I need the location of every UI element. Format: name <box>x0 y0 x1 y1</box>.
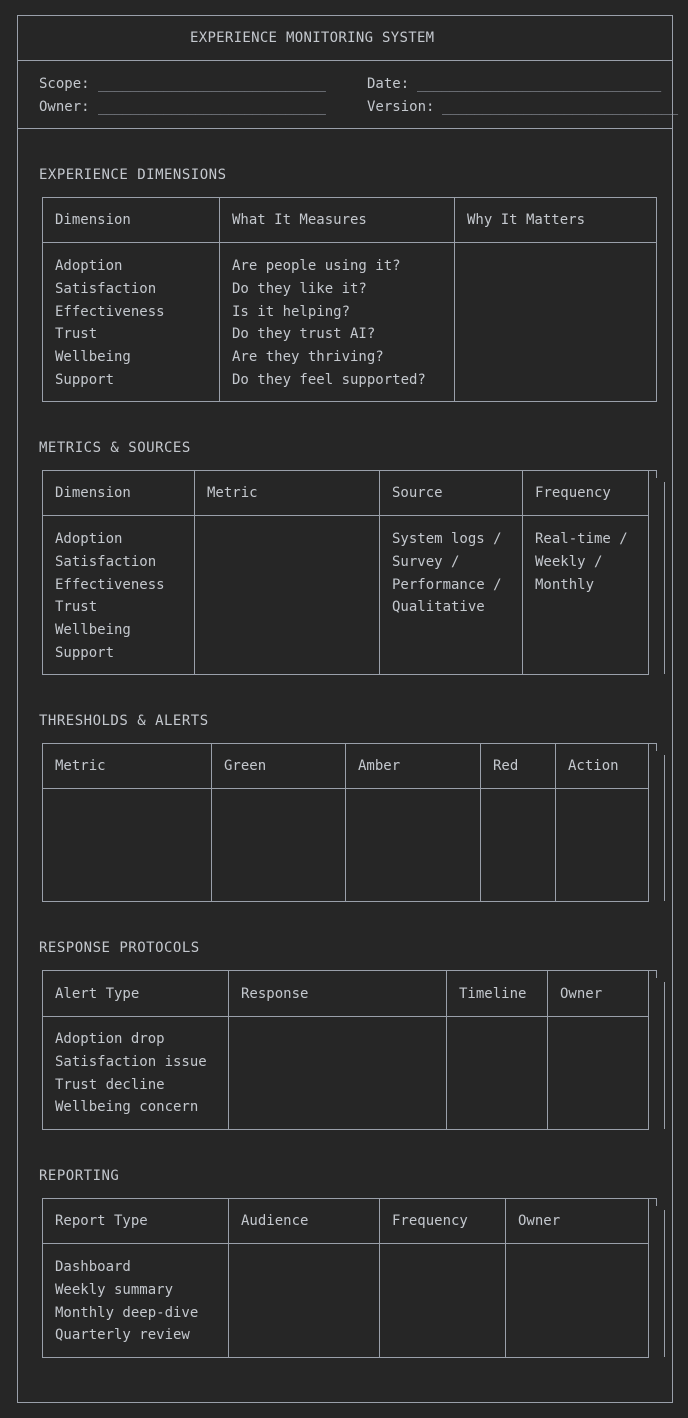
reporting-header-3: Owner <box>518 1213 561 1229</box>
outer-right-border <box>672 15 673 1403</box>
dimensions-table-col-line-1 <box>219 197 220 402</box>
protocols-header-1: Response <box>241 986 309 1002</box>
scope-field[interactable]: ____________________________ <box>98 76 326 92</box>
thresholds-table-outer-tick <box>664 755 665 901</box>
reporting-cell[interactable]: Quarterly review <box>55 1327 190 1344</box>
metrics-table-col-line-0 <box>42 470 43 675</box>
protocols-header-0: Alert Type <box>55 986 140 1002</box>
outer-left-border <box>17 15 18 1403</box>
protocols-table-outer-tick <box>664 982 665 1129</box>
metrics-header-2: Source <box>392 485 443 501</box>
metrics-cell[interactable]: Real-time / <box>535 531 628 547</box>
dimensions-table-col-line-0 <box>42 197 43 402</box>
protocols-table-bottom-border <box>42 1129 649 1130</box>
thresholds-header-1: Green <box>224 758 267 774</box>
protocols-table-top-border <box>42 970 649 971</box>
metrics-cell[interactable]: Effectiveness <box>55 576 165 593</box>
metrics-table-col-line-1 <box>194 470 195 675</box>
reporting-table-col-line-1 <box>228 1198 229 1358</box>
protocols-cell[interactable]: Satisfaction issue <box>55 1053 207 1070</box>
metrics-table-outer-tick <box>664 482 665 674</box>
thresholds-empty-row[interactable] <box>42 850 648 867</box>
reporting-cell[interactable]: Monthly deep-dive <box>55 1304 199 1321</box>
reporting-header-1: Audience <box>241 1213 309 1229</box>
section-title-thresholds: THRESHOLDS & ALERTS <box>39 713 209 729</box>
reporting-table-col-line-4 <box>648 1198 649 1358</box>
section-title-protocols: RESPONSE PROTOCOLS <box>39 940 200 956</box>
version-label: Version: <box>367 99 435 115</box>
metrics-table-col-line-3 <box>522 470 523 675</box>
thresholds-header-4: Action <box>568 758 619 774</box>
protocols-header-3: Owner <box>560 986 603 1002</box>
thresholds-empty-row[interactable] <box>42 804 648 821</box>
reporting-table-top-border <box>42 1198 649 1199</box>
protocols-table-col-line-3 <box>547 970 548 1130</box>
metrics-header-1: Metric <box>207 485 258 501</box>
protocols-table-top-corner <box>656 970 657 978</box>
metrics-header-0: Dimension <box>55 485 131 501</box>
dimensions-header-2: Why It Matters <box>467 212 586 228</box>
metrics-cell[interactable]: Satisfaction <box>55 553 157 570</box>
owner-field[interactable]: ____________________________ <box>98 99 326 115</box>
thresholds-empty-row[interactable] <box>42 872 648 889</box>
date-label: Date: <box>367 76 410 92</box>
metrics-cell[interactable]: Adoption <box>55 531 123 547</box>
dimensions-cell[interactable]: Do they feel supported? <box>232 372 426 388</box>
protocols-table-col-line-1 <box>228 970 229 1130</box>
metrics-cell[interactable]: Weekly / <box>535 553 603 570</box>
reporting-table-header-divider <box>42 1243 649 1244</box>
section-title-dimensions: EXPERIENCE DIMENSIONS <box>39 167 227 183</box>
thresholds-empty-row[interactable] <box>42 827 648 844</box>
metrics-table-bottom-border <box>42 674 649 675</box>
metrics-table-top-border <box>42 470 649 471</box>
dimensions-header-0: Dimension <box>55 212 131 228</box>
protocols-table-header-divider <box>42 1016 649 1017</box>
reporting-table-col-line-3 <box>505 1198 506 1358</box>
thresholds-header-2: Amber <box>358 758 401 774</box>
reporting-cell[interactable]: Dashboard <box>55 1259 131 1275</box>
dimensions-table-top-border <box>42 197 657 198</box>
thresholds-header-0: Metric <box>55 758 106 774</box>
metrics-table-col-line-2 <box>379 470 380 675</box>
protocols-cell[interactable]: Trust decline <box>55 1076 165 1093</box>
dimensions-cell[interactable]: Are people using it? <box>232 258 401 274</box>
metrics-cell[interactable]: Support <box>55 645 115 661</box>
section-title-metrics: METRICS & SOURCES <box>39 440 191 456</box>
outer-bottom-border <box>17 1402 673 1403</box>
metrics-cell[interactable]: Performance / <box>392 576 502 593</box>
metrics-cell[interactable]: System logs / <box>392 531 502 547</box>
reporting-cell[interactable]: Weekly summary <box>55 1281 174 1298</box>
reporting-table-bottom-border <box>42 1357 649 1358</box>
protocols-cell[interactable]: Wellbeing concern <box>55 1099 199 1116</box>
thresholds-table-col-line-5 <box>648 743 649 902</box>
reporting-table-outer-tick <box>664 1210 665 1357</box>
header-divider <box>17 60 673 61</box>
meta-divider <box>17 128 673 129</box>
protocols-header-2: Timeline <box>459 986 527 1002</box>
reporting-header-0: Report Type <box>55 1213 148 1229</box>
metrics-cell[interactable]: Monthly <box>535 576 595 593</box>
dimensions-cell[interactable]: Are they thriving? <box>232 349 384 366</box>
page-title: EXPERIENCE MONITORING SYSTEM <box>190 30 435 46</box>
reporting-table-col-line-0 <box>42 1198 43 1358</box>
protocols-table-col-line-0 <box>42 970 43 1130</box>
metrics-cell[interactable]: Trust <box>55 599 98 616</box>
outer-top-border <box>17 15 673 16</box>
dimensions-cell[interactable]: Do they like it? <box>232 280 367 297</box>
metrics-table-col-line-4 <box>648 470 649 675</box>
thresholds-header-3: Red <box>493 758 519 774</box>
dimensions-cell[interactable]: Is it helping? <box>232 303 351 320</box>
metrics-header-3: Frequency <box>535 485 611 501</box>
dimensions-cell[interactable]: Satisfaction <box>55 280 157 297</box>
reporting-table-col-line-2 <box>379 1198 380 1358</box>
dimensions-cell[interactable]: Support <box>55 372 115 388</box>
thresholds-table-top-corner <box>656 743 657 751</box>
scope-label: Scope: <box>39 76 90 92</box>
dimensions-table-col-line-3 <box>656 197 657 402</box>
dimensions-cell[interactable]: Do they trust AI? <box>232 326 376 343</box>
reporting-header-2: Frequency <box>392 1213 468 1229</box>
dimensions-cell[interactable]: Effectiveness <box>55 303 165 320</box>
section-title-reporting: REPORTING <box>39 1168 120 1184</box>
metrics-cell[interactable]: Survey / <box>392 553 460 570</box>
metrics-table-header-divider <box>42 515 649 516</box>
dimensions-table-header-divider <box>42 242 657 243</box>
metrics-table-top-corner <box>656 470 657 478</box>
protocols-cell[interactable]: Adoption drop <box>55 1031 165 1047</box>
date-field[interactable]: ______________________________ <box>417 76 661 92</box>
dimensions-table-bottom-border <box>42 401 657 402</box>
dimensions-cell[interactable]: Wellbeing <box>55 349 131 366</box>
reporting-table-top-corner <box>656 1198 657 1206</box>
protocols-table-col-line-4 <box>648 970 649 1130</box>
version-field[interactable]: _____________________________ <box>442 99 678 115</box>
dimensions-cell[interactable]: Adoption <box>55 258 123 274</box>
metrics-cell[interactable]: Qualitative <box>392 599 485 616</box>
owner-label: Owner: <box>39 99 90 115</box>
dimensions-table-col-line-2 <box>454 197 455 402</box>
protocols-table-col-line-2 <box>446 970 447 1130</box>
dimensions-cell[interactable]: Trust <box>55 326 98 343</box>
metrics-cell[interactable]: Wellbeing <box>55 622 131 639</box>
dimensions-header-1: What It Measures <box>232 212 367 228</box>
